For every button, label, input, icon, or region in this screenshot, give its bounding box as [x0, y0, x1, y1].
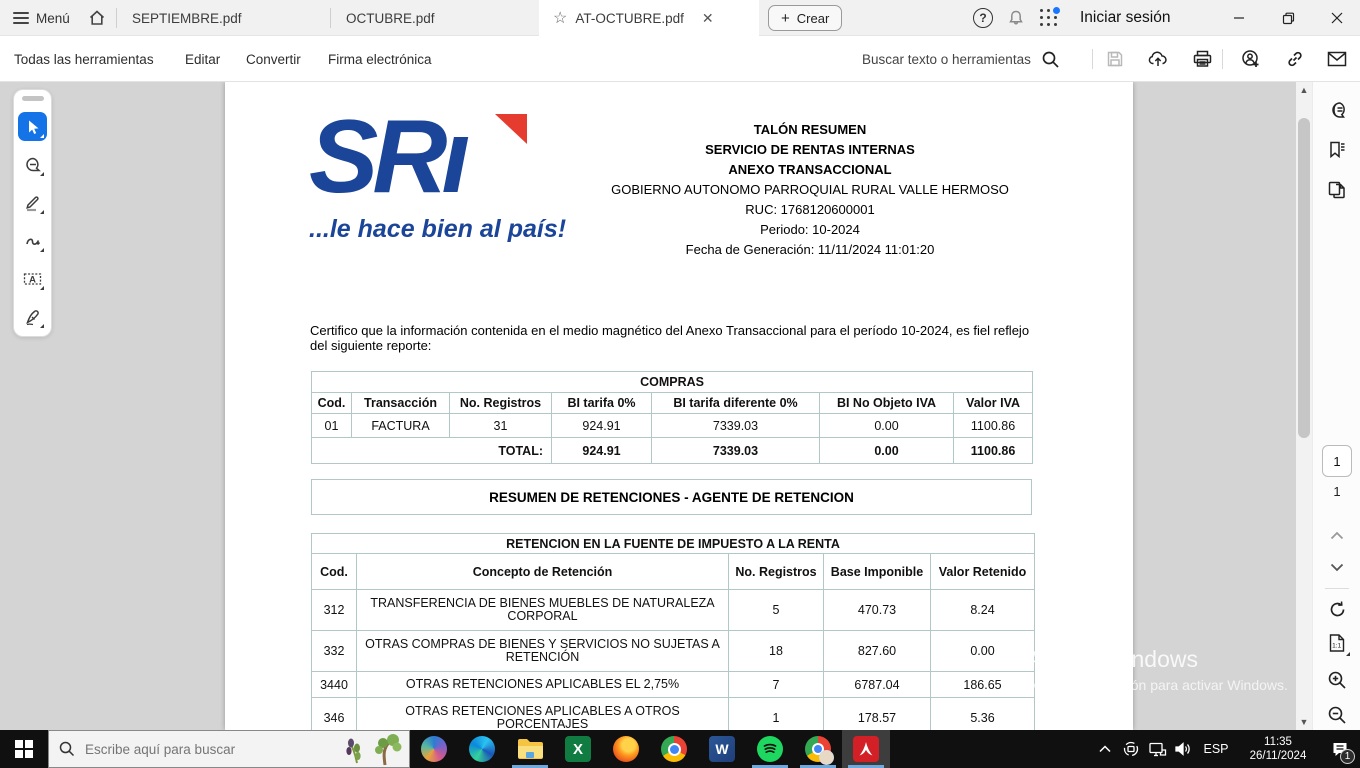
mail-icon	[1327, 51, 1347, 67]
chevron-up-icon	[1330, 531, 1344, 540]
profile-avatar	[819, 750, 834, 765]
fill-sign-tool-button[interactable]	[18, 302, 47, 331]
tray-language-button[interactable]: ESP	[1203, 742, 1229, 756]
link-icon	[1285, 49, 1305, 69]
rotate-refresh-button[interactable]	[1322, 594, 1352, 624]
tab-close-icon[interactable]: ✕	[701, 10, 714, 26]
previous-page-button[interactable]	[1322, 520, 1352, 550]
table-row	[312, 672, 1035, 698]
bell-icon	[1007, 9, 1025, 27]
network-icon	[1148, 741, 1167, 758]
cell: 1100.86	[954, 414, 1033, 438]
watermark-line2: Ve a Configuración para activar Windows.	[1028, 677, 1288, 693]
retencion-title: RETENCION EN LA FUENTE DE IMPUESTO A LA RENTA	[312, 534, 1035, 554]
panel-drag-handle[interactable]	[22, 96, 44, 101]
edge-icon	[469, 736, 495, 762]
notifications-button[interactable]	[1007, 0, 1025, 36]
system-tray	[1092, 730, 1360, 768]
search-icon	[1041, 50, 1060, 69]
dropdown-corner	[40, 210, 44, 214]
table-row	[312, 590, 1035, 631]
cell: 827.60	[824, 631, 931, 672]
help-icon: ?	[973, 8, 993, 28]
taskbar-spotify-icon[interactable]	[746, 730, 794, 768]
actual-size-icon	[1328, 633, 1346, 653]
volume-icon	[1174, 741, 1192, 757]
taskbar-firefox-icon[interactable]	[602, 730, 650, 768]
convert-menu[interactable]: Convertir	[246, 51, 301, 67]
table-row	[312, 631, 1035, 672]
header-line: Fecha de Generación: 11/11/2024 11:01:20	[685, 242, 935, 257]
taskbar-word-icon[interactable]	[698, 730, 746, 768]
col-header: Valor IVA	[954, 393, 1033, 414]
total-row	[312, 438, 1033, 464]
col-header: Cod.	[312, 554, 357, 590]
pages-icon	[1327, 180, 1347, 200]
sri-logo-tagline: ...le hace bien al país!	[309, 214, 567, 243]
total-cell: 1100.86	[954, 438, 1033, 464]
col-header: Transacción	[352, 393, 450, 414]
cell: 1	[729, 698, 824, 731]
cloud-upload-icon	[1148, 50, 1168, 68]
certify-paragraph: Certifico que la información contenida en el medio magnético del Anexo Transaccional para el período 10-2024, es fiel reflejo del siguiente reporte:	[310, 323, 1030, 353]
file-explorer-icon	[517, 738, 543, 760]
dropdown-corner	[40, 286, 44, 290]
taskbar-excel-icon[interactable]	[554, 730, 602, 768]
cell: 5.36	[931, 698, 1035, 731]
create-label: Crear	[796, 10, 830, 26]
search-highlight-plant-image[interactable]	[345, 733, 405, 767]
total-cell: 7339.03	[652, 438, 820, 464]
minimize-button[interactable]	[1216, 0, 1262, 36]
taskbar-copilot-icon[interactable]	[410, 730, 458, 768]
email-button[interactable]	[1326, 49, 1348, 69]
page-number-input[interactable]: 1	[1322, 445, 1352, 477]
taskbar-acrobat-icon[interactable]	[842, 730, 890, 768]
notification-badge: 1	[1340, 749, 1355, 764]
svg-text:1:1: 1:1	[1332, 642, 1342, 650]
highlighter-icon	[24, 194, 42, 212]
tab-octubre[interactable]	[332, 0, 537, 36]
toolbar-divider	[1222, 49, 1223, 69]
taskbar-edge-icon[interactable]	[458, 730, 506, 768]
cell: 7	[729, 672, 824, 698]
next-page-button[interactable]	[1322, 552, 1352, 582]
tab-at-octubre-active[interactable]	[539, 0, 759, 37]
person-add-icon	[1241, 49, 1261, 69]
right-tools-rail	[1312, 82, 1360, 730]
title-bar	[0, 0, 1360, 36]
cell: OTRAS RETENCIONES APLICABLES EL 2,75%	[357, 672, 729, 698]
scrollbar-thumb[interactable]	[1298, 118, 1310, 438]
refresh-icon	[1328, 600, 1347, 619]
total-label: TOTAL:	[312, 438, 552, 464]
tray-volume-button[interactable]	[1170, 730, 1196, 768]
tray-date: 26/11/2024	[1249, 750, 1307, 762]
start-button[interactable]	[0, 730, 48, 768]
chrome-icon	[661, 736, 687, 762]
share-link-button[interactable]	[1284, 49, 1306, 69]
tab-divider	[116, 8, 117, 28]
save-icon	[1106, 50, 1124, 68]
spotify-icon	[757, 736, 783, 762]
sri-logo-text: SRı	[309, 108, 541, 207]
header-line: GOBIERNO AUTONOMO PARROQUIAL RURAL VALLE HERMOSO	[611, 182, 1009, 197]
cast-icon	[1122, 740, 1140, 758]
comments-panel-icon	[1327, 100, 1347, 120]
cell: 332	[312, 631, 357, 672]
taskbar-search-input[interactable]	[85, 742, 305, 757]
bookmarks-icon	[1327, 140, 1347, 160]
toolbar-divider	[1092, 49, 1093, 69]
scroll-down-arrow[interactable]: ▼	[1299, 717, 1309, 727]
cell: 178.57	[824, 698, 931, 731]
tab-label: AT-OCTUBRE.pdf	[575, 11, 684, 26]
retencion-table	[311, 533, 1035, 730]
tab-label: SEPTIEMBRE.pdf	[132, 10, 242, 26]
chevron-up-icon	[1099, 745, 1111, 753]
cell: 0.00	[820, 414, 954, 438]
copilot-icon	[421, 736, 447, 762]
chevron-down-icon	[1330, 563, 1344, 572]
cell: 01	[312, 414, 352, 438]
document-header	[575, 120, 1045, 260]
header-line: RUC: 1768120600001	[745, 202, 875, 217]
dropdown-corner	[40, 248, 44, 252]
total-cell: 0.00	[820, 438, 954, 464]
search-field[interactable]	[862, 36, 1060, 82]
table-row	[312, 414, 1033, 438]
tray-notification-button[interactable]	[1320, 730, 1360, 768]
cell: OTRAS RETENCIONES APLICABLES A OTROS PORCENTAJES	[357, 698, 729, 731]
select-tool-button[interactable]	[18, 112, 47, 141]
bookmarks-panel-button[interactable]	[1322, 135, 1352, 165]
header-line: ANEXO TRANSACCIONAL	[728, 162, 892, 177]
sri-logo	[309, 99, 567, 244]
cell: 5	[729, 590, 824, 631]
taskbar-file-explorer-icon[interactable]	[506, 730, 554, 768]
tab-divider	[330, 8, 331, 28]
menu-label: Menú	[36, 10, 70, 26]
cell: 31	[450, 414, 552, 438]
cell: 3440	[312, 672, 357, 698]
all-tools-menu[interactable]: Todas las herramientas	[14, 51, 154, 67]
col-header: BI No Objeto IVA	[820, 393, 954, 414]
firefox-icon	[613, 736, 639, 762]
cell: 470.73	[824, 590, 931, 631]
actual-size-button[interactable]	[1322, 628, 1352, 658]
tray-time: 11:35	[1264, 736, 1292, 748]
page-thumbnails-button[interactable]	[1322, 175, 1352, 205]
acrobat-icon	[853, 736, 879, 762]
save-button[interactable]	[1104, 49, 1126, 69]
cell: TRANSFERENCIA DE BIENES MUEBLES DE NATURALEZA CORPORAL	[357, 590, 729, 631]
chrome-profile-icon	[805, 736, 831, 762]
search-label: Buscar texto o herramientas	[862, 51, 1031, 67]
dropdown-corner	[40, 324, 44, 328]
cell: 18	[729, 631, 824, 672]
cell: 186.65	[931, 672, 1035, 698]
tray-cast-button[interactable]	[1118, 730, 1144, 768]
cell: 7339.03	[652, 414, 820, 438]
add-text-tool-button[interactable]	[18, 264, 47, 293]
highlight-tool-button[interactable]	[18, 188, 47, 217]
col-header: No. Registros	[729, 554, 824, 590]
zoom-out-button[interactable]	[1322, 700, 1352, 730]
close-icon	[1331, 12, 1343, 24]
dropdown-corner	[1346, 652, 1350, 656]
header-line: TALÓN RESUMEN	[753, 122, 867, 137]
comment-icon	[24, 156, 42, 174]
toolbar	[0, 36, 1360, 82]
tab-label: OCTUBRE.pdf	[346, 10, 435, 26]
windows-logo-icon	[15, 740, 33, 758]
create-button[interactable]	[768, 5, 842, 31]
zoom-out-icon	[1327, 705, 1347, 725]
excel-icon: X	[565, 736, 591, 762]
header-line: SERVICIO DE RENTAS INTERNAS	[705, 142, 915, 157]
share-people-button[interactable]	[1240, 49, 1262, 69]
cursor-icon	[25, 119, 41, 135]
comment-tool-button[interactable]	[18, 150, 47, 179]
tab-septiembre[interactable]	[118, 0, 328, 36]
pdf-page[interactable]	[225, 82, 1133, 730]
col-header: Valor Retenido	[931, 554, 1035, 590]
minimize-icon	[1233, 12, 1245, 24]
restore-icon	[1282, 12, 1295, 25]
home-icon	[88, 9, 106, 27]
watermark-line1: Activar Windows	[1028, 646, 1198, 672]
taskbar-search[interactable]	[48, 730, 410, 768]
cell: FACTURA	[352, 414, 450, 438]
restore-button[interactable]	[1265, 0, 1311, 36]
col-header: BI tarifa diferente 0%	[652, 393, 820, 414]
sign-in-button[interactable]: Iniciar sesión	[1080, 9, 1171, 26]
menu-button[interactable]	[13, 0, 70, 36]
draw-tool-button[interactable]	[18, 226, 47, 255]
hamburger-icon	[13, 12, 29, 24]
col-header: No. Registros	[450, 393, 552, 414]
tray-clock-button[interactable]	[1236, 735, 1320, 763]
search-icon	[59, 741, 75, 757]
plus-icon: +	[781, 9, 790, 27]
compras-title: COMPRAS	[312, 372, 1033, 393]
esign-menu[interactable]: Firma electrónica	[328, 51, 432, 67]
page-total-label: 1	[1333, 484, 1341, 499]
upload-cloud-button[interactable]	[1147, 49, 1169, 69]
cell: 924.91	[552, 414, 652, 438]
taskbar-chrome-icon[interactable]	[650, 730, 698, 768]
rail-divider	[1325, 588, 1349, 589]
cell: 8.24	[931, 590, 1035, 631]
vertical-scrollbar[interactable]	[1296, 82, 1312, 730]
col-header: BI tarifa 0%	[552, 393, 652, 414]
scroll-up-arrow[interactable]: ▲	[1299, 85, 1309, 95]
col-header: Concepto de Retención	[357, 554, 729, 590]
taskbar-chrome-profile-icon[interactable]	[794, 730, 842, 768]
table-row	[312, 698, 1035, 731]
print-button[interactable]	[1191, 49, 1213, 69]
resumen-retenciones-title: RESUMEN DE RETENCIONES - AGENTE DE RETENCION	[311, 479, 1032, 515]
windows-taskbar	[0, 730, 1360, 768]
draw-icon	[24, 232, 42, 250]
compras-table	[311, 371, 1033, 464]
cell: 312	[312, 590, 357, 631]
svg-text:A: A	[29, 273, 36, 285]
star-icon[interactable]: ☆	[553, 9, 568, 27]
dropdown-corner	[40, 172, 44, 176]
zoom-in-button[interactable]	[1322, 665, 1352, 695]
dropdown-corner	[40, 134, 44, 138]
tray-hidden-icons-button[interactable]	[1092, 730, 1118, 768]
close-window-button[interactable]	[1314, 0, 1360, 36]
comments-panel-button[interactable]	[1322, 95, 1352, 125]
cell: OTRAS COMPRAS DE BIENES Y SERVICIOS NO SUJETAS A RETENCIÓN	[357, 631, 729, 672]
edit-menu[interactable]: Editar	[185, 51, 221, 67]
document-viewport	[0, 82, 1360, 730]
home-button[interactable]	[88, 0, 106, 36]
word-icon: W	[709, 736, 735, 762]
tray-network-button[interactable]	[1144, 730, 1170, 768]
col-header: Base Imponible	[824, 554, 931, 590]
header-line: Periodo: 10-2024	[760, 222, 860, 237]
cell: 0.00	[931, 631, 1035, 672]
apps-grid-button[interactable]	[1040, 0, 1058, 36]
sign-pen-icon	[24, 308, 42, 326]
quick-tools-panel	[13, 89, 52, 337]
apps-grid-icon	[1040, 9, 1058, 27]
total-cell: 924.91	[552, 438, 652, 464]
col-header: Cod.	[312, 393, 352, 414]
cell: 6787.04	[824, 672, 931, 698]
printer-icon	[1193, 50, 1212, 68]
help-button[interactable]	[973, 0, 993, 36]
cell: 346	[312, 698, 357, 731]
sri-logo-triangle	[495, 114, 527, 144]
text-box-icon	[23, 270, 42, 288]
zoom-in-icon	[1327, 670, 1347, 690]
